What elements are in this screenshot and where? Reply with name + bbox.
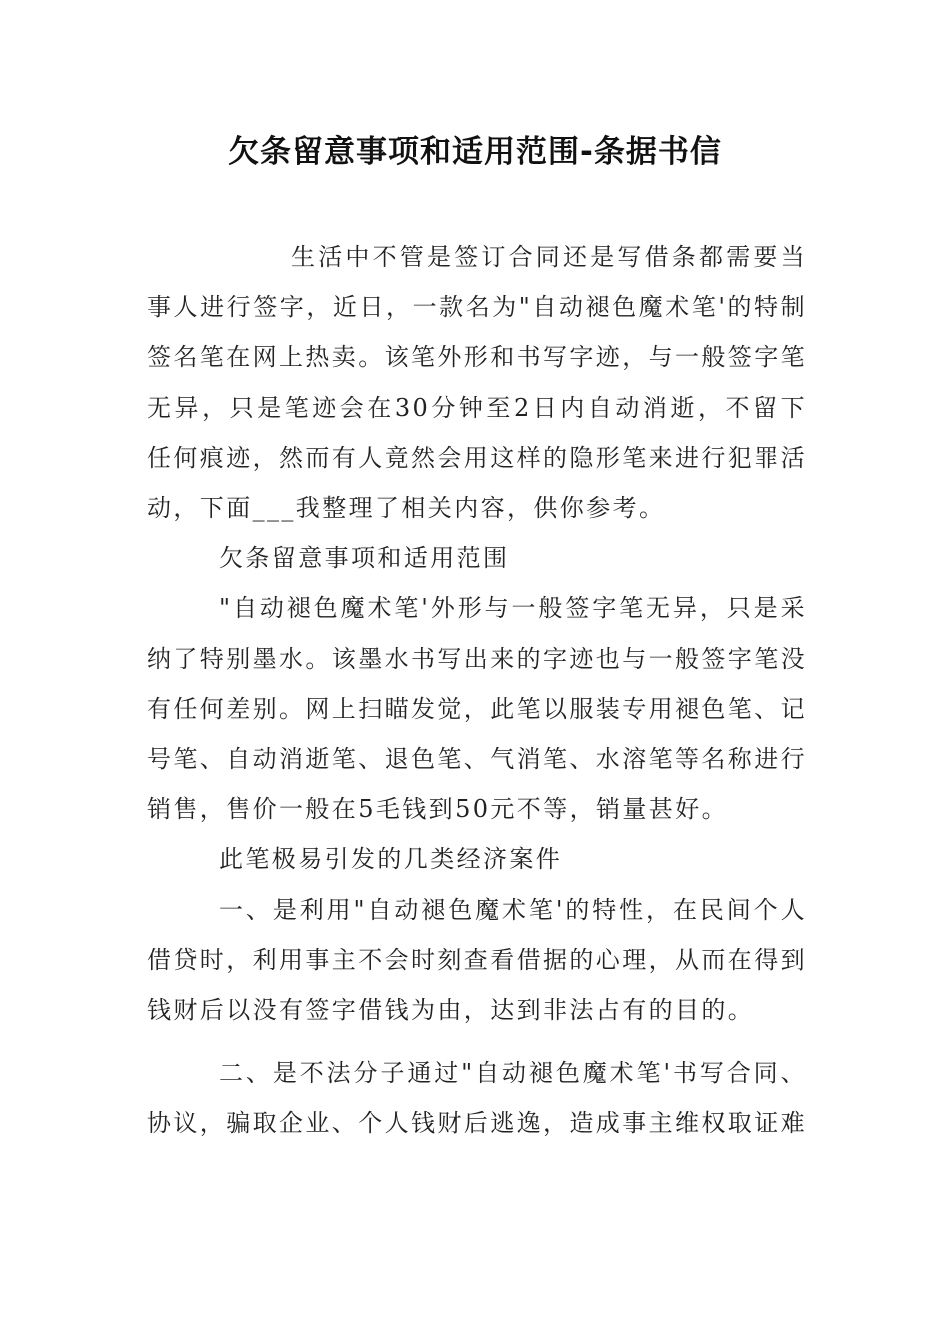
intro-paragraph: 生活中不管是签订合同还是写借条都需要当事人进行签字，近日，一款名为"自动褪色魔术笔'的特制签名笔在网上热卖。该笔外形和书写字迹，与一般签字笔无异，只是笔迹会在30分钟至2日内自动消逝，不留下任何痕迹，然而有人竟然会用这样的隐形笔来进行犯罪活动，下面___我整理了相关内容，供你参考。 (147, 243, 807, 523)
body-paragraph: 二、是不法分子通过"自动褪色魔术笔'书写合同、协议，骗取企业、个人钱财后逃逸，造成事主维权取证难 (147, 1059, 807, 1138)
body-paragraph: "自动褪色魔术笔'外形与一般签字笔无异，只是采纳了特别墨水。该墨水书写出来的字迹也与一般签字笔没有任何差别。网上扫瞄发觉，此笔以服装专用褪色笔、记号笔、自动消逝笔、退色笔、气消笔、水溶笔等名称进行销售，售价一般在5毛钱到50元不等，销量甚好。 (147, 594, 807, 824)
document-title: 欠条留意事项和适用范围-条据书信 (228, 134, 722, 170)
body-paragraph: 一、是利用"自动褪色魔术笔'的特性，在民间个人借贷时，利用事主不会时刻查看借据的心理，从而在得到钱财后以没有签字借钱为由，达到非法占有的目的。 (147, 895, 807, 1025)
section-heading-cases: 此笔极易引发的几类经济案件 (219, 845, 563, 874)
document-body (147, 232, 807, 1149)
section-heading-notes: 欠条留意事项和适用范围 (219, 544, 510, 573)
